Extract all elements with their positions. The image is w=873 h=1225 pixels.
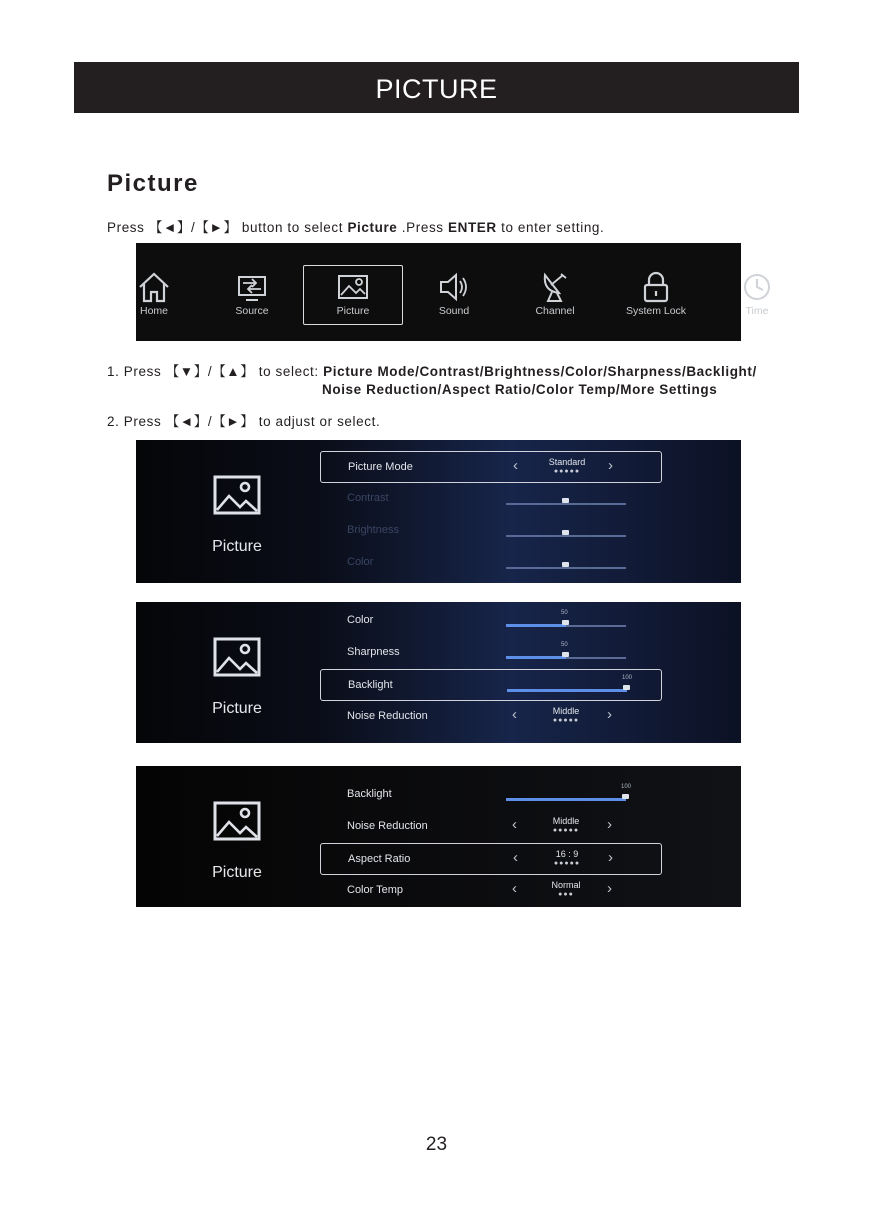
setting-label: Color Temp — [347, 884, 404, 896]
chevron-left-icon[interactable]: ‹ — [513, 457, 518, 474]
menu-label-system-lock: System Lock — [625, 305, 687, 317]
setting-value: Middle — [552, 816, 580, 826]
setting-value: Normal — [551, 880, 581, 890]
tv-main-menu-bar — [136, 243, 769, 341]
menu-label-channel: Channel — [535, 305, 575, 317]
setting-row[interactable] — [320, 875, 660, 905]
panel-picture-label: Picture — [212, 538, 262, 555]
instruction-press: Press — [107, 220, 145, 235]
lock-icon — [638, 269, 674, 305]
setting-label: Noise Reduction — [347, 710, 428, 722]
setting-label: Backlight — [347, 788, 392, 800]
picture-icon — [335, 269, 371, 305]
setting-label: Noise Reduction — [347, 820, 428, 832]
slider-handle[interactable] — [562, 652, 569, 657]
step1-options-line2: Noise Reduction/Aspect Ratio/Color Temp/More Settings — [322, 382, 718, 397]
slider-track[interactable] — [506, 567, 626, 569]
step2-prefix: 2. Press — [107, 414, 162, 429]
menu-item-picture[interactable] — [303, 243, 403, 341]
slider-handle[interactable] — [623, 685, 630, 690]
setting-label: Color — [347, 556, 374, 568]
setting-row[interactable] — [320, 843, 662, 875]
instruction-bold-picture: Picture — [347, 220, 398, 235]
option-dots: ●●●●● — [553, 468, 581, 475]
picture-settings-panel — [136, 440, 741, 583]
setting-value: 16 : 9 — [555, 849, 579, 859]
setting-row[interactable] — [320, 547, 660, 577]
menu-item-source[interactable] — [202, 243, 302, 341]
step1-keys: 【▼】/【▲】 — [165, 364, 255, 379]
home-icon — [136, 269, 172, 305]
picture-settings-panel — [136, 766, 741, 907]
header-title: PICTURE — [74, 62, 799, 113]
menu-label-sound: Sound — [438, 305, 470, 317]
step1-instruction — [107, 360, 757, 397]
page-number: 23 — [425, 1134, 448, 1155]
slider-value: 50 — [561, 610, 568, 616]
setting-row[interactable] — [320, 811, 660, 841]
picture-icon — [212, 636, 262, 678]
chevron-left-icon[interactable]: ‹ — [513, 849, 518, 866]
setting-row[interactable] — [320, 669, 662, 701]
setting-label: Contrast — [347, 492, 389, 504]
slider-value: 50 — [561, 642, 568, 648]
slider-handle[interactable] — [622, 794, 629, 799]
slider-handle[interactable] — [562, 620, 569, 625]
menu-item-home[interactable] — [104, 243, 204, 341]
menu-label-picture: Picture — [336, 305, 370, 317]
menu-label-source: Source — [235, 305, 269, 317]
slider-track[interactable] — [506, 503, 626, 505]
menu-label-home: Home — [139, 305, 168, 317]
section-title: Picture — [107, 170, 199, 197]
chevron-left-icon[interactable]: ‹ — [512, 880, 517, 897]
step1-options-line1: Picture Mode/Contrast/Brightness/Color/Sharpness/Backlight/ — [323, 364, 757, 379]
setting-label: Aspect Ratio — [348, 853, 411, 865]
slider-fill — [506, 624, 566, 627]
step2-text: to adjust or select. — [258, 414, 381, 429]
chevron-right-icon[interactable]: › — [607, 816, 612, 833]
setting-label: Sharpness — [347, 646, 400, 658]
slider-fill — [506, 656, 566, 659]
panel-picture-label: Picture — [212, 864, 262, 881]
instruction-press2: .Press — [401, 220, 444, 235]
menu-label-time: Time — [745, 305, 769, 317]
setting-label: Color — [347, 614, 374, 626]
menu-item-channel[interactable] — [505, 243, 605, 341]
setting-row[interactable] — [320, 483, 660, 513]
slider-value: 100 — [622, 675, 633, 681]
chevron-right-icon[interactable]: › — [607, 706, 612, 723]
chevron-right-icon[interactable]: › — [608, 457, 613, 474]
instruction-end: to enter setting. — [501, 220, 605, 235]
setting-label: Picture Mode — [348, 461, 413, 473]
setting-row[interactable] — [320, 779, 660, 809]
clock-icon — [739, 269, 775, 305]
panel-picture-label: Picture — [212, 700, 262, 717]
setting-row[interactable] — [320, 515, 660, 545]
slider-fill — [507, 689, 627, 692]
menu-item-system-lock[interactable] — [606, 243, 706, 341]
source-icon — [234, 269, 270, 305]
option-dots: ●●● — [558, 891, 574, 898]
slider-handle[interactable] — [562, 498, 569, 503]
chevron-right-icon[interactable]: › — [607, 880, 612, 897]
speaker-icon — [436, 269, 472, 305]
setting-label: Brightness — [347, 524, 399, 536]
chevron-right-icon[interactable]: › — [608, 849, 613, 866]
option-dots: ●●●●● — [552, 717, 580, 724]
menu-item-sound[interactable] — [404, 243, 504, 341]
step2-instruction — [107, 410, 380, 430]
menu-item-time[interactable] — [707, 243, 807, 341]
setting-row[interactable] — [320, 605, 660, 635]
setting-row[interactable] — [320, 451, 662, 483]
satellite-dish-icon — [537, 269, 573, 305]
step1-text: to select: — [258, 364, 319, 379]
step2-keys: 【◄】/【►】 — [165, 414, 255, 429]
instruction-text: button to select — [241, 220, 344, 235]
slider-track[interactable] — [506, 535, 626, 537]
option-dots: ●●●●● — [553, 860, 581, 867]
step1-prefix: 1. Press — [107, 364, 162, 379]
setting-value: Standard — [548, 457, 586, 467]
setting-row[interactable] — [320, 701, 660, 731]
slider-fill — [506, 798, 626, 801]
chevron-left-icon[interactable]: ‹ — [512, 816, 517, 833]
slider-handle[interactable] — [562, 562, 569, 567]
setting-label: Backlight — [348, 679, 393, 691]
instruction-line — [107, 216, 604, 236]
instruction-keys: 【◄】/【►】 — [148, 220, 238, 235]
setting-value: Middle — [552, 706, 580, 716]
option-dots: ●●●●● — [552, 827, 580, 834]
chevron-left-icon[interactable]: ‹ — [512, 706, 517, 723]
instruction-bold-enter: ENTER — [448, 220, 497, 235]
slider-handle[interactable] — [562, 530, 569, 535]
picture-settings-panel — [136, 602, 741, 743]
slider-value: 100 — [621, 784, 632, 790]
picture-icon — [212, 474, 262, 516]
picture-icon — [212, 800, 262, 842]
setting-row[interactable] — [320, 637, 660, 667]
